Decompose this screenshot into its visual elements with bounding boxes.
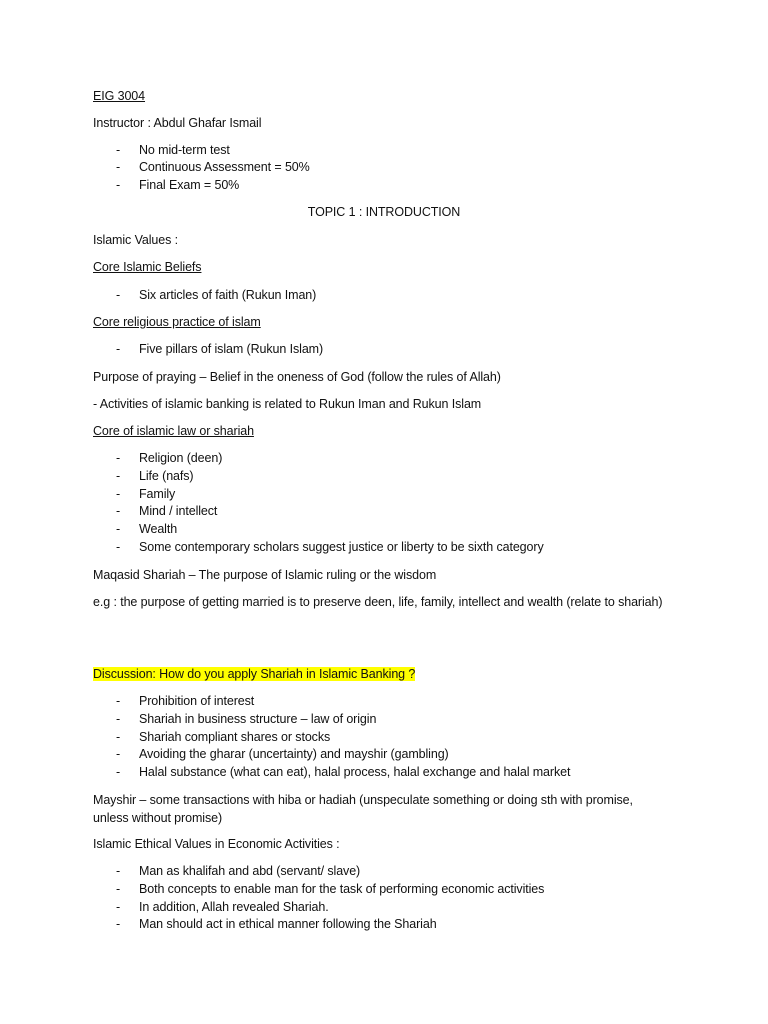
- mayshir-paragraph: Mayshir – some transactions with hiba or hadiah (unspeculate something or doing sth with promise, unless without promise): [93, 793, 633, 825]
- core-beliefs-heading: Core Islamic Beliefs: [93, 260, 202, 274]
- list-item: Shariah compliant shares or stocks: [139, 730, 331, 744]
- bullet-dash: -: [116, 342, 121, 356]
- bullet-dash: -: [116, 747, 121, 761]
- bullet-dash: -: [116, 469, 121, 483]
- ethical-heading: Islamic Ethical Values in Economic Activities :: [93, 837, 340, 851]
- course-code: EIG 3004: [93, 89, 146, 103]
- bullet-dash: -: [116, 730, 121, 744]
- list-item: Continuous Assessment = 50%: [139, 160, 310, 174]
- list-item: Six articles of faith (Rukun Iman): [139, 288, 317, 302]
- bullet-dash: -: [116, 160, 121, 174]
- bullet-dash: -: [116, 900, 121, 914]
- list-item: Final Exam = 50%: [139, 178, 240, 192]
- list-item: Religion (deen): [139, 451, 223, 465]
- list-item: Man should act in ethical manner following the Shariah: [139, 917, 437, 931]
- bullet-dash: -: [116, 178, 121, 192]
- core-practice-heading: Core religious practice of islam: [93, 315, 261, 329]
- bullet-dash: -: [116, 143, 121, 157]
- highlighted-text: Discussion: How do you apply Shariah in Islamic Banking ?: [93, 667, 416, 681]
- list-item: Five pillars of islam (Rukun Islam): [139, 342, 324, 356]
- bullet-dash: -: [116, 487, 121, 501]
- list-item: Wealth: [139, 522, 178, 536]
- list-item: Some contemporary scholars suggest justice or liberty to be sixth category: [139, 540, 544, 554]
- list-item: Man as khalifah and abd (servant/ slave): [139, 864, 361, 878]
- islamic-values-heading: Islamic Values :: [93, 233, 179, 247]
- bullet-dash: -: [116, 917, 121, 931]
- instructor-line: Instructor : Abdul Ghafar Ismail: [93, 116, 262, 130]
- bullet-dash: -: [116, 864, 121, 878]
- bullet-dash: -: [116, 540, 121, 554]
- maqasid-line: Maqasid Shariah – The purpose of Islamic ruling or the wisdom: [93, 568, 437, 582]
- list-item: Both concepts to enable man for the task of performing economic activities: [139, 882, 545, 896]
- list-item: No mid-term test: [139, 143, 230, 157]
- purpose-praying: Purpose of praying – Belief in the oneness of God (follow the rules of Allah): [93, 370, 501, 384]
- bullet-dash: -: [116, 504, 121, 518]
- bullet-dash: -: [116, 522, 121, 536]
- list-item: Avoiding the gharar (uncertainty) and mayshir (gambling): [139, 747, 449, 761]
- topic-title: TOPIC 1 : INTRODUCTION: [307, 205, 461, 219]
- list-item: Halal substance (what can eat), halal process, halal exchange and halal market: [139, 765, 571, 779]
- list-item: Life (nafs): [139, 469, 194, 483]
- list-item: Shariah in business structure – law of origin: [139, 712, 377, 726]
- activities-note: - Activities of islamic banking is related to Rukun Iman and Rukun Islam: [93, 397, 482, 411]
- list-item: In addition, Allah revealed Shariah.: [139, 900, 329, 914]
- bullet-dash: -: [116, 451, 121, 465]
- discussion-question: [93, 666, 415, 684]
- list-item: Mind / intellect: [139, 504, 218, 518]
- core-law-heading: Core of islamic law or shariah: [93, 424, 254, 438]
- bullet-dash: -: [116, 288, 121, 302]
- list-item: Prohibition of interest: [139, 694, 255, 708]
- bullet-dash: -: [116, 712, 121, 726]
- example-paragraph: e.g : the purpose of getting married is to preserve deen, life, family, intellect and wealth (relate to shariah): [93, 595, 663, 609]
- bullet-dash: -: [116, 882, 121, 896]
- bullet-dash: -: [116, 765, 121, 779]
- list-item: Family: [139, 487, 176, 501]
- bullet-dash: -: [116, 694, 121, 708]
